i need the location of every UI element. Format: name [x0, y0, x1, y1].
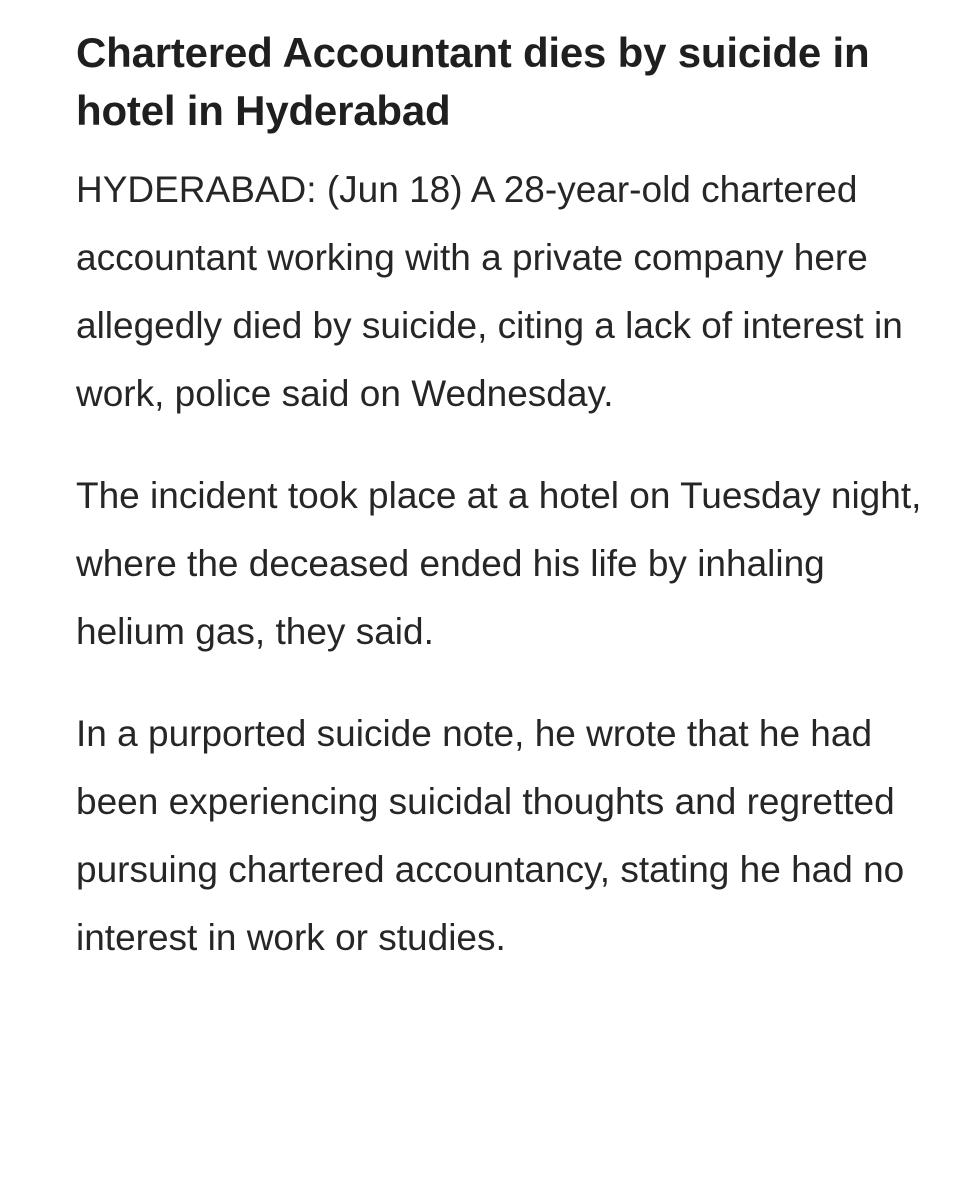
article-paragraph-3: In a purported suicide note, he wrote that he had been experiencing suicidal thoughts and regretted pursuing chartered accountancy, stating he had no interest in work or studies. — [76, 713, 905, 958]
article-paragraph-2: The incident took place at a hotel on Tuesday night, where the deceased ended his life by inhaling helium gas, they said. — [76, 475, 922, 652]
article-paragraph-1: HYDERABAD: (Jun 18) A 28-year-old chartered accountant working with a private company here allegedly died by suicide, citing a lack of interest in work, police said on Wednesday. — [76, 169, 903, 414]
news-article — [76, 24, 926, 972]
article-headline: Chartered Accountant dies by suicide in hotel in Hyderabad — [76, 29, 870, 134]
